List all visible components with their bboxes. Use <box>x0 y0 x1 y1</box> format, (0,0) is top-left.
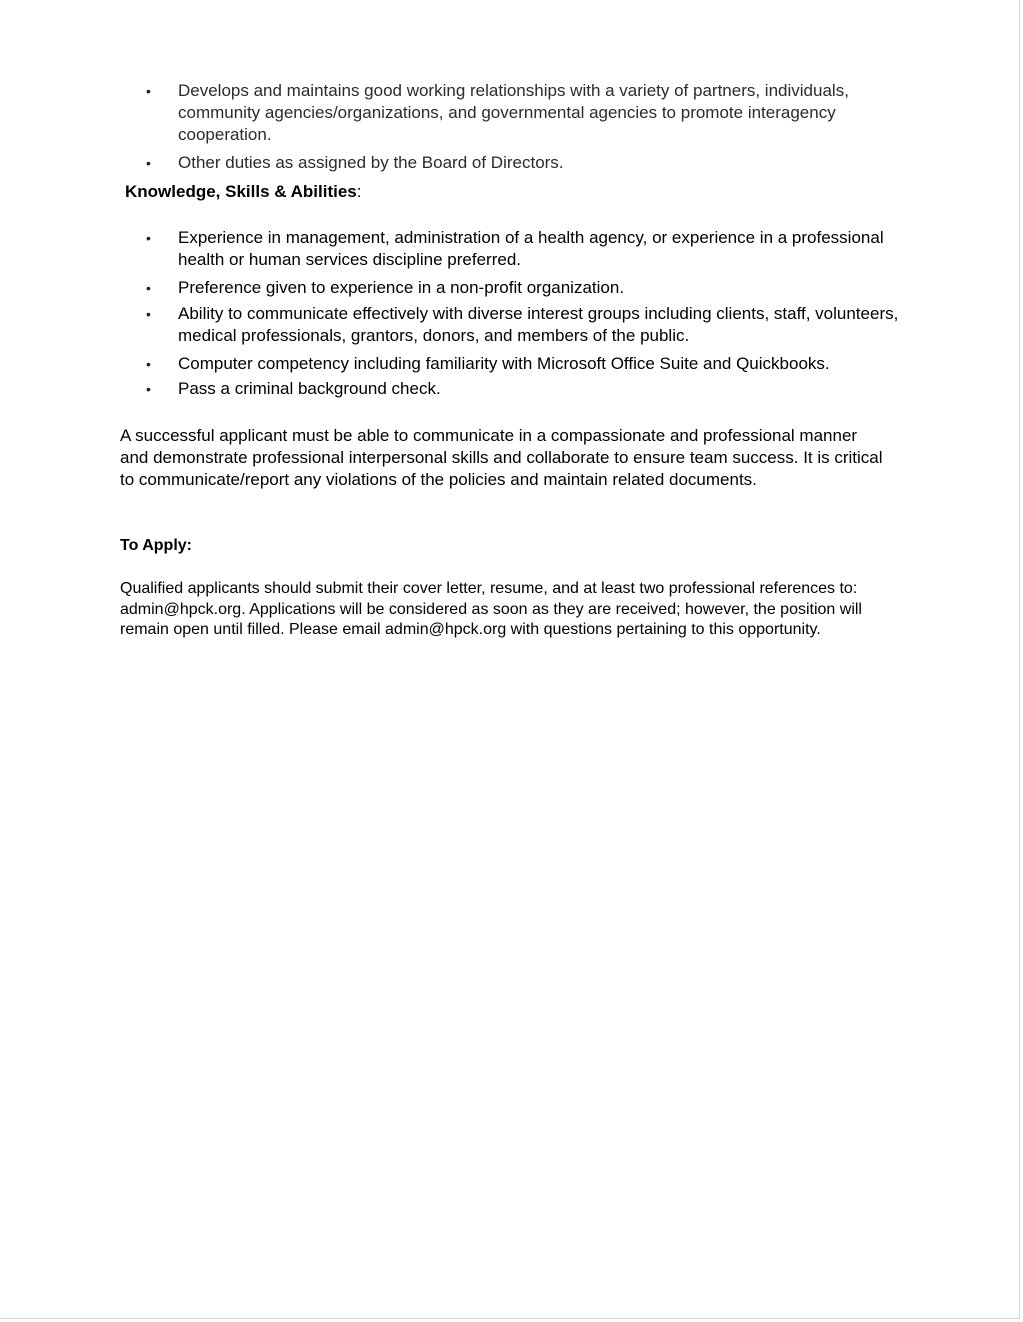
list-item-text: Experience in management, administration of a health agency, or experience in a professional health or human services discipline preferred. <box>178 228 884 269</box>
list-item-text: Develops and maintains good working relationships with a variety of partners, individuals, community agencies/organizations, and governmental agencies to promote interagency cooperation. <box>178 81 849 144</box>
list-item-text: Preference given to experience in a non-profit organization. <box>178 278 625 297</box>
bullet-icon: • <box>146 83 151 99</box>
ksa-heading-colon: : <box>356 182 362 201</box>
duties-list <box>146 80 906 174</box>
apply-heading: To Apply: <box>120 537 192 554</box>
success-paragraph: A successful applicant must be able to communicate in a compassionate and professional manner and demonstrate professional interpersonal skills and collaborate to ensure team success. It is critical to communicate/report any violations of the policies and maintain related documents. <box>120 426 883 489</box>
list-item <box>146 378 906 400</box>
list-item <box>146 353 906 375</box>
ksa-heading-text: Knowledge, Skills & Abilities <box>125 182 357 201</box>
bullet-icon: • <box>146 230 151 246</box>
bullet-icon: • <box>146 280 151 296</box>
list-item <box>146 303 906 347</box>
bullet-icon: • <box>146 381 151 397</box>
list-item <box>146 80 906 146</box>
ksa-list <box>146 227 906 400</box>
bullet-icon: • <box>146 356 151 372</box>
bullet-icon: • <box>146 155 151 171</box>
list-item-text: Ability to communicate effectively with diverse interest groups including clients, staff, volunteers, medical professionals, grantors, donors, and members of the public. <box>178 304 899 345</box>
list-item-text: Pass a criminal background check. <box>178 379 441 398</box>
ksa-heading <box>125 181 361 203</box>
apply-paragraph: Qualified applicants should submit their cover letter, resume, and at least two professional references to: admin@hpck.org. Applications will be considered as soon as they are received; however, the position will remain open until filled. Please email admin@hpck.org with questions pertaining to this opportunity. <box>120 580 862 638</box>
list-item <box>146 152 906 174</box>
list-item-text: Other duties as assigned by the Board of Directors. <box>178 153 564 172</box>
list-item <box>146 277 906 299</box>
list-item <box>146 227 906 271</box>
bullet-icon: • <box>146 306 151 322</box>
list-item-text: Computer competency including familiarity with Microsoft Office Suite and Quickbooks. <box>178 354 830 373</box>
